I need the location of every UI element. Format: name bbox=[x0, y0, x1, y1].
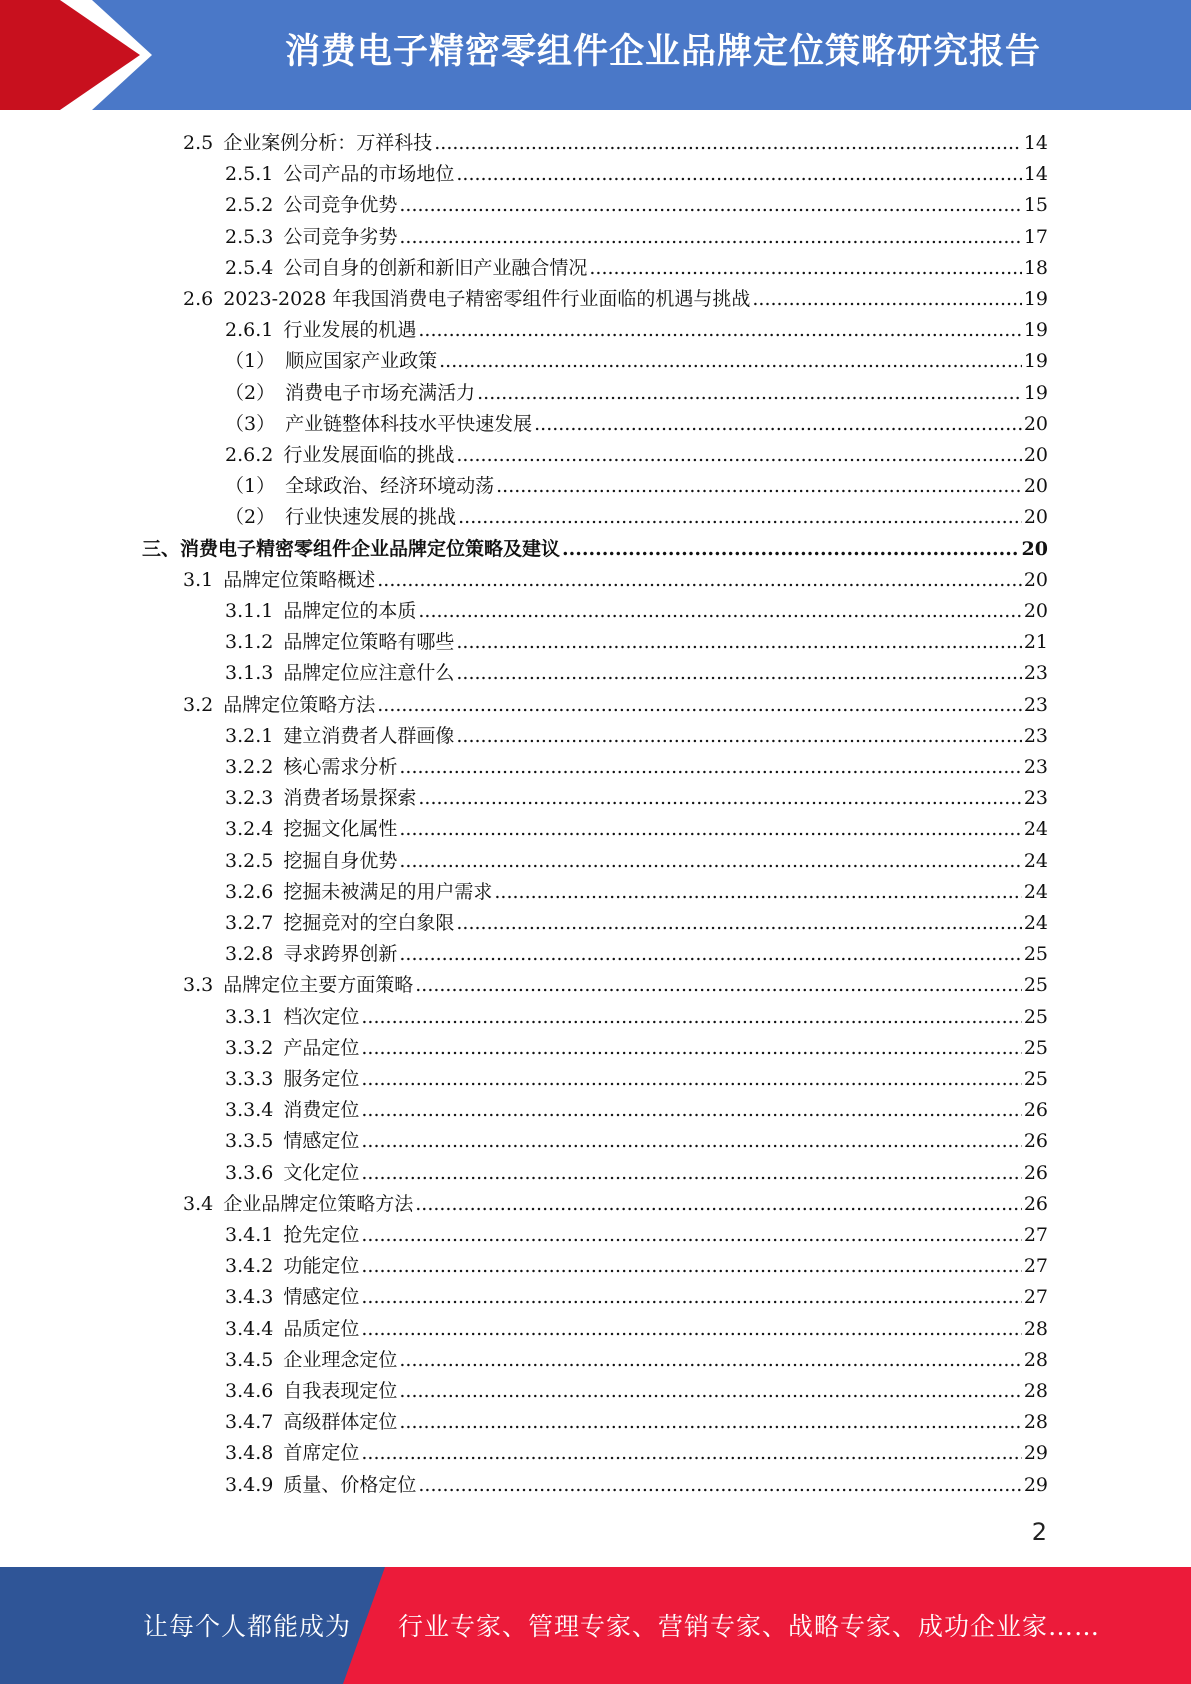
toc-entry-page: 25 bbox=[1023, 943, 1048, 966]
toc-dot-leader bbox=[418, 596, 1021, 627]
toc-entry-number: 2.6.1 bbox=[225, 319, 274, 342]
toc-entry-title: 公司竞争优势 bbox=[283, 194, 398, 217]
toc-entry-title: 公司竞争劣势 bbox=[283, 225, 398, 248]
toc-entry[interactable] bbox=[225, 877, 1048, 908]
toc-entry-number: 2.5 bbox=[183, 132, 214, 154]
toc-entry-page: 23 bbox=[1023, 724, 1048, 747]
toc-dot-leader bbox=[458, 502, 1022, 533]
toc-entry[interactable] bbox=[183, 970, 1048, 1001]
toc-dot-leader bbox=[496, 471, 1022, 502]
toc-entry-title: 消费定位 bbox=[283, 1099, 360, 1122]
page-header bbox=[0, 0, 1191, 110]
footer-slogan-left: 让每个人都能成为 bbox=[143, 1612, 352, 1641]
toc-entry[interactable] bbox=[225, 409, 1048, 440]
toc-entry[interactable] bbox=[225, 752, 1048, 783]
toc-entry[interactable] bbox=[183, 128, 1048, 159]
toc-entry-page: 25 bbox=[1023, 1068, 1048, 1090]
toc-entry-number: 3.3.3 bbox=[225, 1068, 274, 1090]
toc-entry-title: 抢先定位 bbox=[283, 1224, 360, 1246]
toc-entry-number: 3.2.1 bbox=[225, 724, 274, 747]
toc-dot-leader bbox=[361, 1251, 1021, 1282]
toc-entry-number: 3.2.8 bbox=[225, 943, 274, 966]
toc-entry[interactable] bbox=[225, 190, 1048, 221]
toc-dot-leader bbox=[361, 1126, 1021, 1157]
toc-entry-number: 3.2.5 bbox=[225, 849, 274, 872]
toc-entry-page: 19 bbox=[1023, 381, 1048, 404]
toc-entry-title: 品牌定位应注意什么 bbox=[283, 662, 455, 685]
footer-slogan-right: 行业专家、管理专家、营销专家、战略专家、成功企业家…… bbox=[398, 1612, 1101, 1641]
toc-entry-page: 14 bbox=[1023, 132, 1048, 154]
toc-entry-page: 18 bbox=[1023, 256, 1048, 279]
toc-entry-title: 挖掘未被满足的用户需求 bbox=[283, 880, 493, 903]
toc-dot-leader bbox=[456, 908, 1021, 939]
toc-entry-number: 3.1.2 bbox=[225, 631, 274, 654]
toc-entry-title: 挖掘文化属性 bbox=[283, 818, 398, 841]
toc-entry-title: 企业案例分析：万祥科技 bbox=[223, 132, 433, 154]
toc-entry-title: 档次定位 bbox=[283, 1005, 360, 1028]
toc-entry-number: 3.4.9 bbox=[225, 1473, 274, 1496]
toc-entry[interactable] bbox=[225, 846, 1048, 877]
toc-dot-leader bbox=[361, 1314, 1021, 1345]
toc-dot-leader bbox=[361, 1438, 1021, 1469]
toc-entry-number: 3.4.7 bbox=[225, 1411, 274, 1434]
toc-entry-number: 3.4.4 bbox=[225, 1317, 274, 1340]
toc-dot-leader bbox=[418, 1470, 1021, 1501]
toc-entry-number: 2.5.4 bbox=[225, 256, 274, 279]
toc-entry-number: 2.6.2 bbox=[225, 444, 274, 466]
toc-entry-page: 19 bbox=[1023, 288, 1048, 310]
toc-entry-number: 3.1 bbox=[183, 568, 214, 591]
toc-dot-leader bbox=[361, 1158, 1021, 1189]
toc-dot-leader bbox=[534, 409, 1022, 440]
toc-entry-number: 3.4.1 bbox=[225, 1224, 274, 1246]
toc-entry[interactable] bbox=[225, 440, 1048, 471]
toc-entry-page: 23 bbox=[1023, 662, 1048, 685]
toc-dot-leader bbox=[494, 877, 1021, 908]
toc-dot-leader bbox=[456, 658, 1021, 689]
toc-entry-title: 核心需求分析 bbox=[283, 756, 398, 778]
toc-entry[interactable] bbox=[183, 690, 1048, 721]
toc-entry[interactable] bbox=[225, 346, 1048, 377]
toc-entry[interactable] bbox=[225, 1314, 1048, 1345]
toc-entry-page: 24 bbox=[1023, 880, 1048, 903]
toc-entry-page: 20 bbox=[1023, 444, 1048, 466]
toc-entry-title: 产业链整体科技水平快速发展 bbox=[285, 412, 533, 435]
toc-entry[interactable] bbox=[225, 502, 1048, 533]
toc-dot-leader bbox=[399, 222, 1021, 253]
toc-entry-number: （2） bbox=[225, 381, 276, 404]
toc-entry-page: 25 bbox=[1023, 1036, 1048, 1059]
toc-entry-page: 29 bbox=[1023, 1442, 1048, 1465]
toc-entry-page: 26 bbox=[1023, 1161, 1048, 1184]
toc-entry[interactable] bbox=[225, 1470, 1048, 1501]
toc-entry-page: 19 bbox=[1023, 350, 1048, 373]
toc-entry[interactable] bbox=[142, 534, 1048, 565]
toc-entry-page: 26 bbox=[1023, 1099, 1048, 1122]
toc-entry-title: 品牌定位策略有哪些 bbox=[283, 631, 455, 654]
toc-entry-title: 建立消费者人群画像 bbox=[283, 724, 455, 747]
toc-dot-leader bbox=[399, 752, 1021, 783]
toc-entry[interactable] bbox=[225, 253, 1048, 284]
toc-entry-title: 行业发展的机遇 bbox=[283, 319, 417, 342]
toc-dot-leader bbox=[399, 814, 1021, 845]
toc-entry-page: 17 bbox=[1023, 225, 1048, 248]
toc-dot-leader bbox=[399, 1345, 1021, 1376]
toc-dot-leader bbox=[377, 565, 1022, 596]
toc-entry-page: 28 bbox=[1023, 1348, 1048, 1371]
toc-entry-number: 3.3.6 bbox=[225, 1161, 274, 1184]
toc-entry[interactable] bbox=[225, 1282, 1048, 1313]
toc-entry[interactable] bbox=[225, 1345, 1048, 1376]
toc-entry-page: 27 bbox=[1023, 1286, 1048, 1309]
toc-entry-page: 20 bbox=[1023, 600, 1048, 622]
toc-entry-title: 文化定位 bbox=[283, 1161, 360, 1184]
toc-entry-title: 公司自身的创新和新旧产业融合情况 bbox=[283, 256, 588, 279]
toc-entry-number: 3.4.5 bbox=[225, 1348, 274, 1371]
toc-entry-number: 3.3.2 bbox=[225, 1036, 274, 1059]
toc-entry[interactable] bbox=[225, 1033, 1048, 1064]
toc-entry-title: 行业发展面临的挑战 bbox=[283, 444, 455, 466]
toc-entry-title: 行业快速发展的挑战 bbox=[285, 506, 457, 529]
toc-entry-number: （1） bbox=[225, 350, 276, 373]
toc-dot-leader bbox=[456, 721, 1021, 752]
toc-entry[interactable] bbox=[225, 1251, 1048, 1282]
toc-dot-leader bbox=[477, 378, 1022, 409]
toc-entry[interactable] bbox=[225, 159, 1048, 190]
page-footer bbox=[0, 1567, 1191, 1684]
toc-entry-title: 品牌定位策略方法 bbox=[223, 693, 376, 716]
toc-dot-leader bbox=[361, 1033, 1021, 1064]
toc-entry-page: 25 bbox=[1023, 1005, 1048, 1028]
toc-dot-leader bbox=[361, 1002, 1021, 1033]
toc-entry-number: 3.2.4 bbox=[225, 818, 274, 841]
toc-entry[interactable] bbox=[225, 471, 1048, 502]
toc-dot-leader bbox=[377, 690, 1022, 721]
toc-entry-number: 三、 bbox=[142, 537, 181, 560]
toc-entry[interactable] bbox=[225, 783, 1048, 814]
toc-dot-leader bbox=[399, 1376, 1021, 1407]
toc-dot-leader bbox=[456, 627, 1021, 658]
toc-entry-title: 品质定位 bbox=[283, 1317, 360, 1340]
toc-entry-title: 2023-2028 年我国消费电子精密零组件行业面临的机遇与挑战 bbox=[223, 288, 751, 310]
toc-entry-number: 3.4.2 bbox=[225, 1255, 274, 1278]
toc-entry-number: 2.5.1 bbox=[225, 163, 274, 186]
toc-entry-page: 27 bbox=[1023, 1224, 1048, 1246]
toc-entry[interactable] bbox=[225, 1095, 1048, 1126]
toc-entry-title: 顺应国家产业政策 bbox=[285, 350, 438, 373]
toc-entry[interactable] bbox=[225, 1376, 1048, 1407]
toc-entry-number: 2.6 bbox=[183, 288, 214, 310]
toc-entry-title: 品牌定位的本质 bbox=[283, 600, 417, 622]
toc-entry-page: 21 bbox=[1023, 631, 1048, 654]
toc-dot-leader bbox=[361, 1095, 1021, 1126]
toc-entry[interactable] bbox=[225, 814, 1048, 845]
toc-entry-title: 全球政治、经济环境动荡 bbox=[285, 475, 495, 498]
toc-entry-number: 3.2.7 bbox=[225, 912, 274, 934]
toc-entry-page: 14 bbox=[1023, 163, 1048, 186]
toc-entry-number: 3.3.5 bbox=[225, 1130, 274, 1153]
toc-entry-title: 消费电子市场充满活力 bbox=[285, 381, 476, 404]
toc-dot-leader bbox=[562, 534, 1020, 565]
toc-dot-leader bbox=[361, 1220, 1021, 1251]
toc-entry[interactable] bbox=[225, 1126, 1048, 1157]
toc-dot-leader bbox=[415, 1189, 1022, 1220]
toc-entry-page: 28 bbox=[1023, 1411, 1048, 1434]
toc-entry[interactable] bbox=[225, 596, 1048, 627]
toc-entry[interactable] bbox=[225, 1064, 1048, 1095]
toc-entry-title: 公司产品的市场地位 bbox=[283, 163, 455, 186]
toc-entry-page: 24 bbox=[1023, 849, 1048, 872]
toc-entry-page: 23 bbox=[1023, 787, 1048, 810]
toc-entry-page: 20 bbox=[1023, 506, 1048, 529]
toc-entry-title: 高级群体定位 bbox=[283, 1411, 398, 1434]
toc-entry[interactable] bbox=[225, 939, 1048, 970]
toc-entry-number: （3） bbox=[225, 412, 276, 435]
toc-entry[interactable] bbox=[225, 1002, 1048, 1033]
toc-entry-page: 20 bbox=[1023, 568, 1048, 591]
toc-dot-leader bbox=[589, 253, 1021, 284]
toc-entry-number: 3.4.8 bbox=[225, 1442, 274, 1465]
toc-entry-page: 26 bbox=[1023, 1192, 1048, 1215]
report-title: 消费电子精密零组件企业品牌定位策略研究报告 bbox=[284, 32, 1041, 72]
toc-dot-leader bbox=[418, 315, 1021, 346]
toc-entry-title: 寻求跨界创新 bbox=[283, 943, 398, 966]
toc-entry-number: 3.1.1 bbox=[225, 600, 274, 622]
toc-entry-number: （2） bbox=[225, 506, 276, 529]
toc-entry-page: 28 bbox=[1023, 1317, 1048, 1340]
toc-entry-title: 品牌定位主要方面策略 bbox=[223, 974, 414, 997]
toc-entry-page: 26 bbox=[1023, 1130, 1048, 1153]
toc-entry-number: （1） bbox=[225, 475, 276, 498]
toc-entry-page: 29 bbox=[1023, 1473, 1048, 1496]
toc-entry[interactable] bbox=[225, 721, 1048, 752]
toc-dot-leader bbox=[399, 939, 1021, 970]
toc-entry[interactable] bbox=[183, 565, 1048, 596]
toc-entry[interactable] bbox=[225, 378, 1048, 409]
toc-entry-title: 服务定位 bbox=[283, 1068, 360, 1090]
toc-entry-title: 品牌定位策略概述 bbox=[223, 568, 376, 591]
toc-entry-page: 20 bbox=[1023, 475, 1048, 498]
toc-entry[interactable] bbox=[225, 315, 1048, 346]
toc-entry[interactable] bbox=[183, 1189, 1048, 1220]
toc-entry-title: 企业理念定位 bbox=[283, 1348, 398, 1371]
toc-dot-leader bbox=[361, 1282, 1021, 1313]
toc-entry-page: 27 bbox=[1023, 1255, 1048, 1278]
toc-entry-page: 19 bbox=[1023, 319, 1048, 342]
toc-entry[interactable] bbox=[225, 1407, 1048, 1438]
toc-entry-number: 3.2.6 bbox=[225, 880, 274, 903]
toc-dot-leader bbox=[415, 970, 1022, 1001]
toc-entry-number: 3.2.2 bbox=[225, 756, 274, 778]
toc-entry-number: 3.1.3 bbox=[225, 662, 274, 685]
toc-entry[interactable] bbox=[225, 222, 1048, 253]
toc-entry-page: 20 bbox=[1021, 537, 1048, 560]
toc-entry-number: 2.5.2 bbox=[225, 194, 274, 217]
toc-entry-page: 24 bbox=[1023, 912, 1048, 934]
toc-entry[interactable] bbox=[225, 658, 1048, 689]
toc-entry-page: 28 bbox=[1023, 1380, 1048, 1402]
toc-dot-leader bbox=[399, 846, 1021, 877]
toc-dot-leader bbox=[439, 346, 1022, 377]
toc-entry[interactable] bbox=[225, 1220, 1048, 1251]
toc-dot-leader bbox=[752, 284, 1021, 315]
toc-entry-title: 挖掘竞对的空白象限 bbox=[283, 912, 455, 934]
toc-entry-number: 3.4.3 bbox=[225, 1286, 274, 1309]
toc-entry-page: 25 bbox=[1023, 974, 1048, 997]
toc-dot-leader bbox=[361, 1064, 1021, 1095]
toc-entry[interactable] bbox=[225, 1438, 1048, 1469]
toc-entry[interactable] bbox=[225, 1158, 1048, 1189]
toc-entry-title: 消费电子精密零组件企业品牌定位策略及建议 bbox=[180, 537, 561, 560]
toc-dot-leader bbox=[456, 159, 1021, 190]
toc-entry-title: 首席定位 bbox=[283, 1442, 360, 1465]
toc-entry-number: 3.4.6 bbox=[225, 1380, 274, 1402]
toc-entry-number: 3.3.4 bbox=[225, 1099, 274, 1122]
toc-dot-leader bbox=[399, 1407, 1021, 1438]
toc-entry-number: 3.3.1 bbox=[225, 1005, 274, 1028]
toc-entry[interactable] bbox=[225, 908, 1048, 939]
toc-entry-title: 自我表现定位 bbox=[283, 1380, 398, 1402]
toc-entry-title: 企业品牌定位策略方法 bbox=[223, 1192, 414, 1215]
toc-entry-title: 产品定位 bbox=[283, 1036, 360, 1059]
toc-entry-title: 功能定位 bbox=[283, 1255, 360, 1278]
page-number: 2 bbox=[1031, 1518, 1047, 1546]
toc-entry-page: 23 bbox=[1023, 693, 1048, 716]
toc-entry-title: 挖掘自身优势 bbox=[283, 849, 398, 872]
toc-entry[interactable] bbox=[183, 284, 1048, 315]
toc-entry-number: 3.2.3 bbox=[225, 787, 274, 810]
header-red-arrow-decoration bbox=[0, 0, 150, 110]
toc-entry-title: 消费者场景探索 bbox=[283, 787, 417, 810]
toc-entry-title: 情感定位 bbox=[283, 1286, 360, 1309]
toc-dot-leader bbox=[434, 128, 1022, 159]
toc-entry-page: 24 bbox=[1023, 818, 1048, 841]
toc-entry-title: 情感定位 bbox=[283, 1130, 360, 1153]
toc-dot-leader bbox=[418, 783, 1021, 814]
toc-entry-number: 3.2 bbox=[183, 693, 214, 716]
toc-entry-page: 15 bbox=[1023, 194, 1048, 217]
toc-entry-page: 23 bbox=[1023, 756, 1048, 778]
toc-entry[interactable] bbox=[225, 627, 1048, 658]
toc-dot-leader bbox=[456, 440, 1021, 471]
toc-entry-title: 质量、价格定位 bbox=[283, 1473, 417, 1496]
toc-entry-page: 20 bbox=[1023, 412, 1048, 435]
toc-entry-number: 2.5.3 bbox=[225, 225, 274, 248]
toc-entry-number: 3.4 bbox=[183, 1192, 214, 1215]
toc-entry-number: 3.3 bbox=[183, 974, 214, 997]
toc-dot-leader bbox=[399, 190, 1021, 221]
